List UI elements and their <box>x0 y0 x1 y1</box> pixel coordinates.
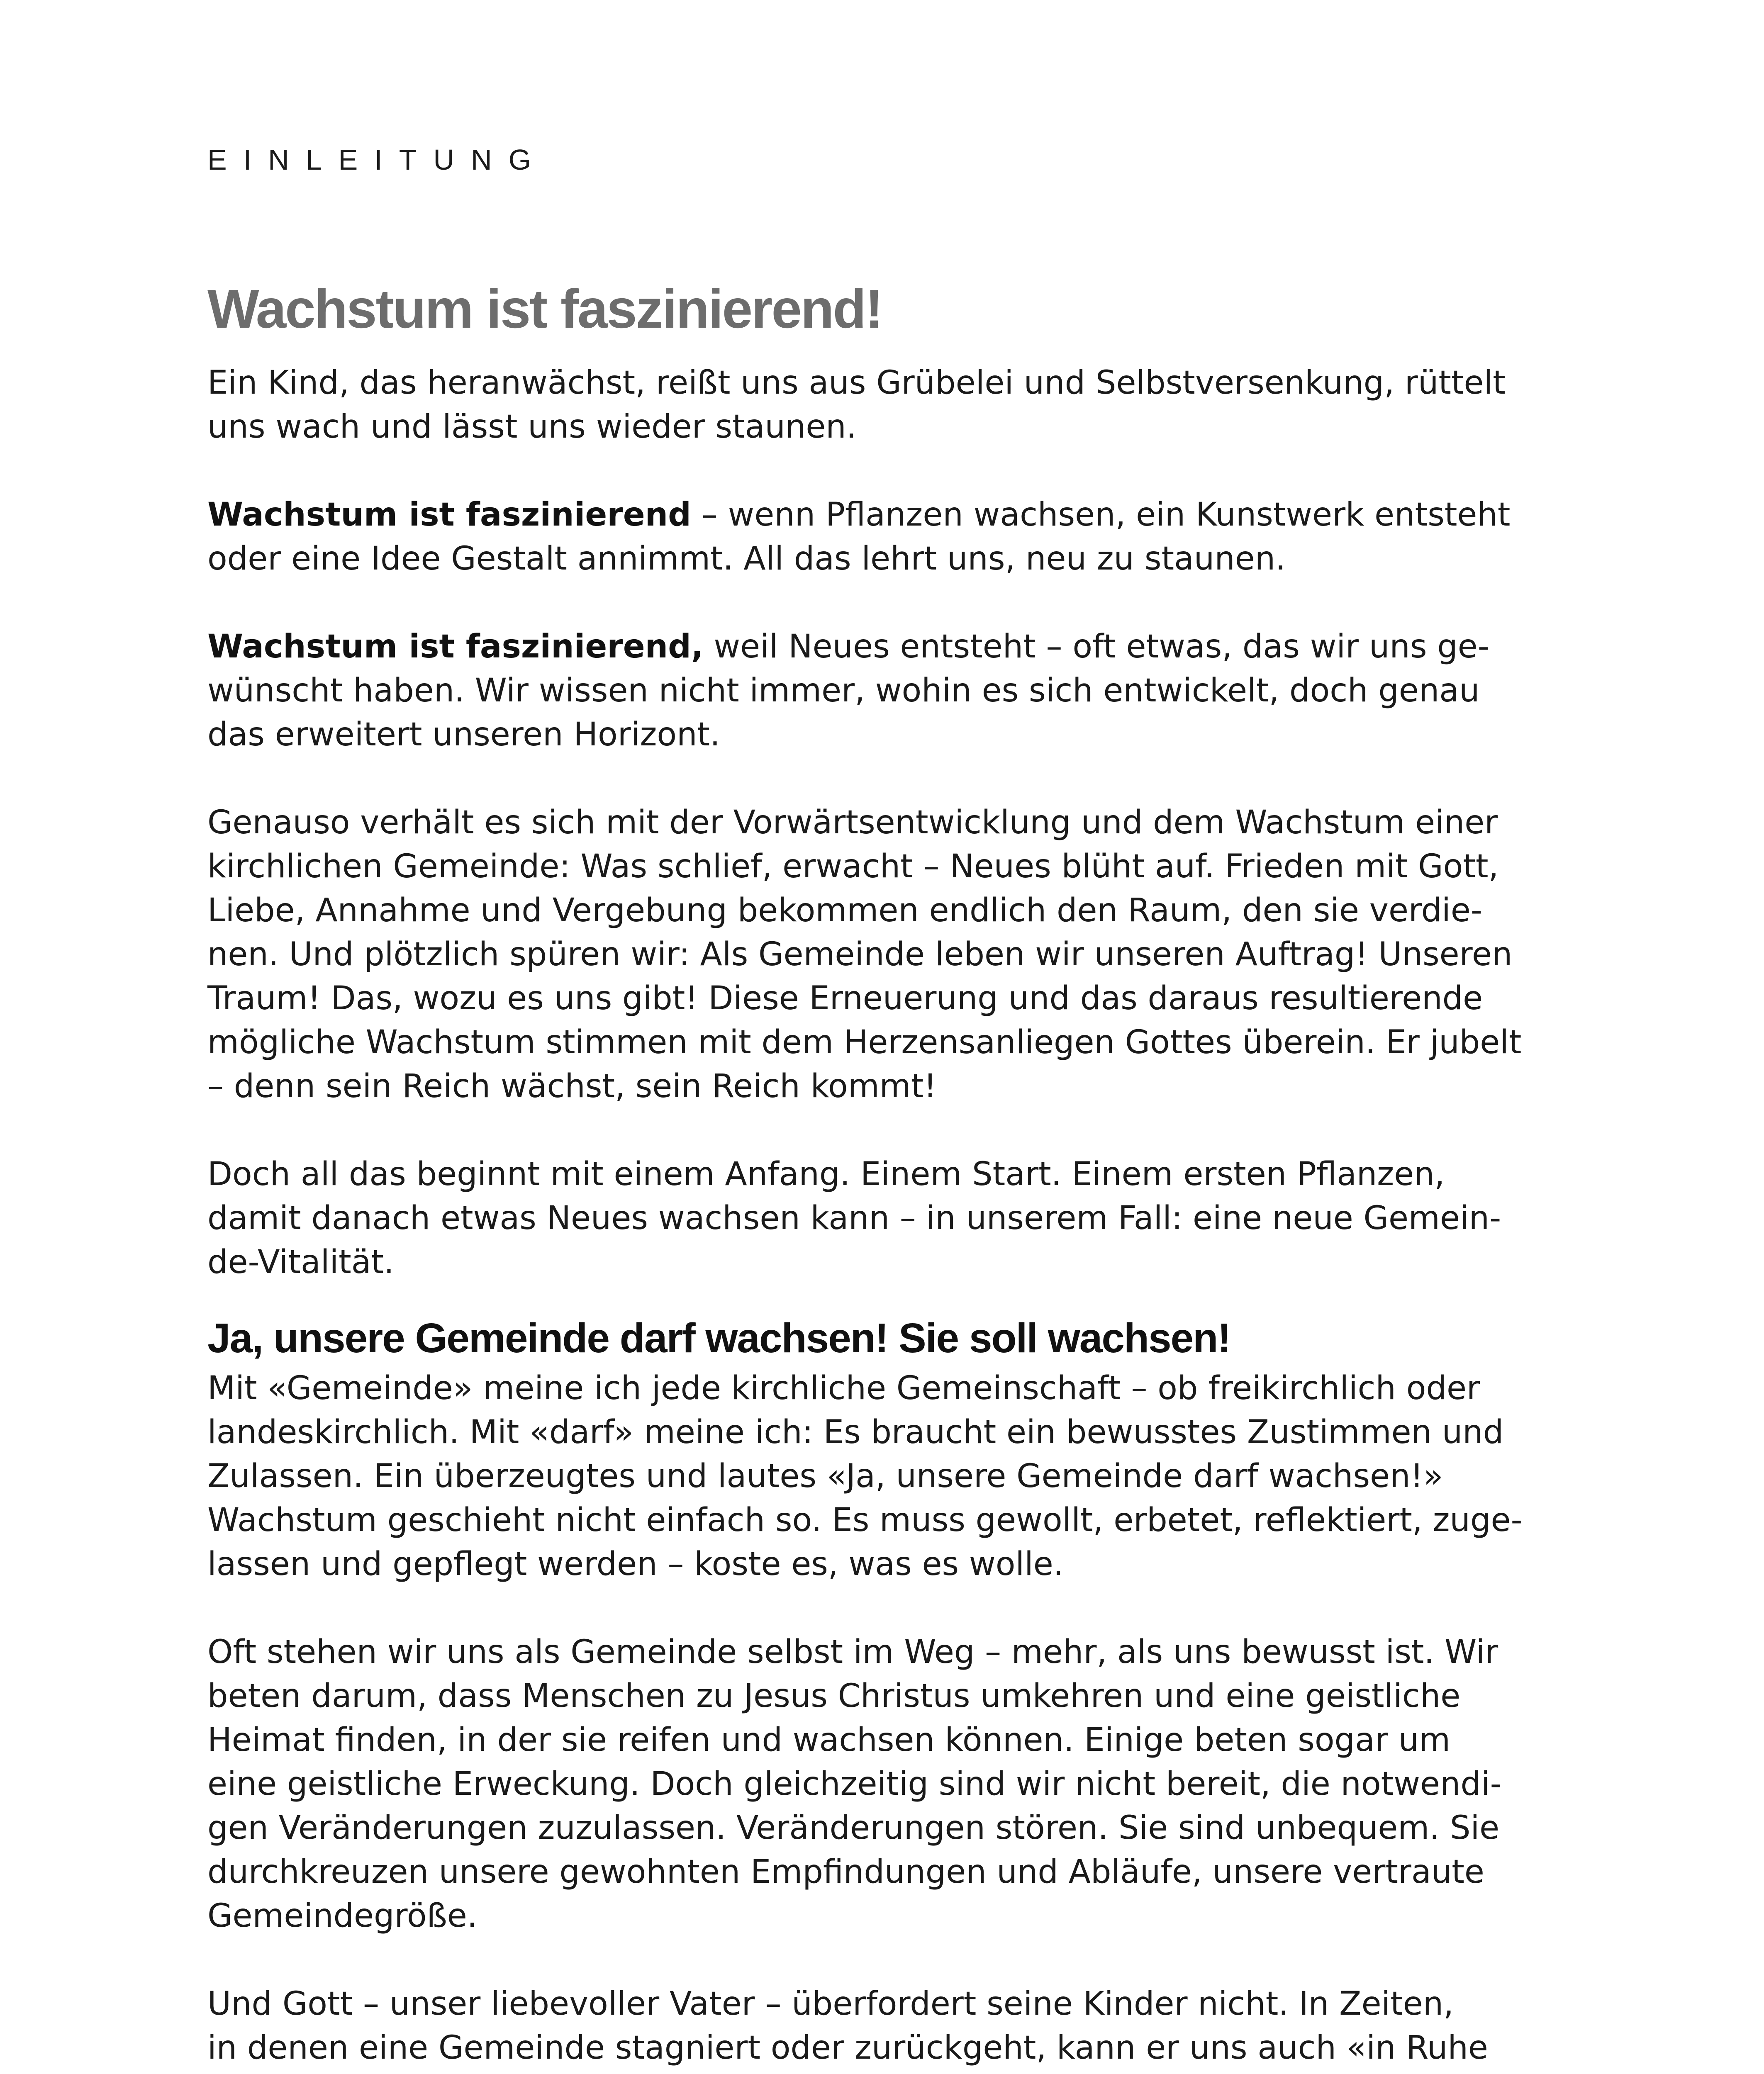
chapter-title: Wachstum ist faszinierend! <box>207 278 882 339</box>
paragraph <box>207 801 1576 1108</box>
paragraph-text: Ein Kind, das heranwächst, reißt uns aus Grübelei und Selbstversenkung, rüttelt uns wach und lässt uns wieder staunen. <box>207 364 1506 445</box>
paragraph-text: Oft stehen wir uns als Gemeinde selbst im Weg – mehr, als uns bewusst ist. Wir beten darum, dass Menschen zu Jesus Christus umkehren und eine geistliche Heimat finden, in der sie reifen und wachsen können. Einige beten sogar um eine geistliche Erweckung. Doch gleichzeitig sind wir nicht bereit, die notwendi- gen Veränderungen zuzulassen. Veränderungen stören. Sie sind unbequem. Sie durchkreuzen unsere gewohnten Empfindungen und Abläufe, unsere vertraute Gemeindegröße. <box>207 1633 1502 1935</box>
paragraph <box>207 361 1576 449</box>
paragraph <box>207 1152 1576 1284</box>
paragraph-text: Doch all das beginnt mit einem Anfang. Einem Start. Einem ersten Pflanzen, damit danach etwas Neues wachsen kann – in unserem Fall: eine neue Gemein- de-Vitalität. <box>207 1156 1501 1281</box>
paragraph <box>207 625 1576 757</box>
section-heading: Ja, unsere Gemeinde darf wachsen! Sie soll wachsen! <box>207 1315 1230 1361</box>
paragraph <box>207 1982 1576 2070</box>
page-content <box>207 278 1576 2070</box>
paragraph-lead: Wachstum ist faszinierend <box>207 496 691 533</box>
paragraph-lead: Wachstum ist faszinierend, <box>207 628 704 665</box>
running-head: EINLEITUNG <box>207 144 548 176</box>
paragraph <box>207 1630 1576 1938</box>
paragraph <box>207 493 1576 581</box>
paragraph-text: weil Neues entsteht – oft etwas, das wir uns ge- wünscht haben. Wir wissen nicht immer, wohin es sich entwickelt, doch genau das erweitert unseren Horizont. <box>207 628 1489 753</box>
paragraph-text: – wenn Pflanzen wachsen, ein Kunstwerk entsteht oder eine Idee Gestalt annimmt. All das lehrt uns, neu zu staunen. <box>207 496 1511 577</box>
paragraph-text: Und Gott – unser liebevoller Vater – überfordert seine Kinder nicht. In Zeiten, in denen eine Gemeinde stagniert oder zurückgeht, kann er uns auch «in Ruhe <box>207 1985 1488 2067</box>
paragraph <box>207 1366 1576 1586</box>
paragraph-text: Genauso verhält es sich mit der Vorwärtsentwicklung und dem Wachstum einer kirchlichen Gemeinde: Was schlief, erwacht – Neues blüht auf. Frieden mit Gott, Liebe, Annahme und Vergebung bekommen endlich den Raum, den sie verdie- nen. Und plötzlich spüren wir: Als Gemeinde leben wir unseren Auftrag! Unseren Traum! Das, wozu es uns gibt! Diese Erneuerung und das daraus resultierende mögliche Wachstum stimmen mit dem Herzensanliegen Gottes überein. Er jubelt – denn sein Reich wächst, sein Reich kommt! <box>207 804 1522 1105</box>
paragraph-text: Mit «Gemeinde» meine ich jede kirchliche Gemeinschaft – ob freikirchlich oder landeskirchlich. Mit «darf» meine ich: Es braucht ein bewusstes Zustimmen und Zulassen. Ein überzeugtes und lautes «Ja, unsere Gemeinde darf wachsen!» Wachstum geschieht nicht einfach so. Es muss gewollt, erbetet, reflektiert, zuge- lassen und gepflegt werden – koste es, was es wolle. <box>207 1370 1523 1583</box>
